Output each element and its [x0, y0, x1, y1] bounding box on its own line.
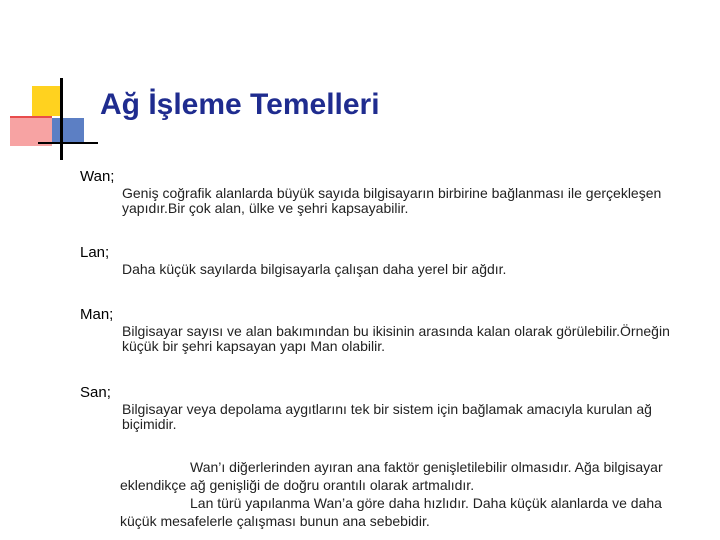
note-paragraph: Lan türü yapılanma Wan’a göre daha hızlıdır. Daha küçük alanlarda ve daha küçük mesafelerle çalışması bunun ana sebebidir. [120, 495, 662, 529]
note-paragraph: Wan’ı diğerlerinden ayıran ana faktör genişletilebilir olmasıdır. Ağa bilgisayar eklendikçe ağ genişliği de doğru orantılı olarak artmalıdır. [120, 459, 663, 493]
section-term: Man; [80, 306, 114, 323]
notes-block [120, 458, 700, 530]
section-term: Wan; [80, 168, 115, 185]
section-term: Lan; [80, 244, 110, 261]
decoration-horizontal-line [38, 142, 98, 144]
section-man [80, 306, 680, 354]
slide-title: Ağ İşleme Temelleri [100, 88, 380, 121]
decoration-yellow-square [32, 86, 62, 116]
section-description: Bilgisayar veya depolama aygıtlarını tek bir sistem için bağlamak amacıyla kurulan ağ biçimidir. [122, 401, 652, 432]
section-description: Daha küçük sayılarda bilgisayarla çalışan daha yerel bir ağdır. [122, 261, 507, 277]
section-description: Bilgisayar sayısı ve alan bakımından bu ikisinin arasında kalan olarak görülebilir.Örneğin küçük bir şehri kapsayan yapı Man olabilir. [122, 323, 670, 354]
section-wan [80, 168, 680, 216]
section-description: Geniş coğrafik alanlarda büyük sayıda bilgisayarın birbirine bağlanması ile gerçekleşen yapıdır.Bir çok alan, ülke ve şehri kapsayabilir. [122, 185, 662, 216]
section-san [80, 384, 680, 432]
section-term: San; [80, 384, 111, 401]
decoration-vertical-line [60, 78, 63, 160]
decoration-blue-square [52, 118, 84, 144]
section-lan [80, 244, 680, 277]
